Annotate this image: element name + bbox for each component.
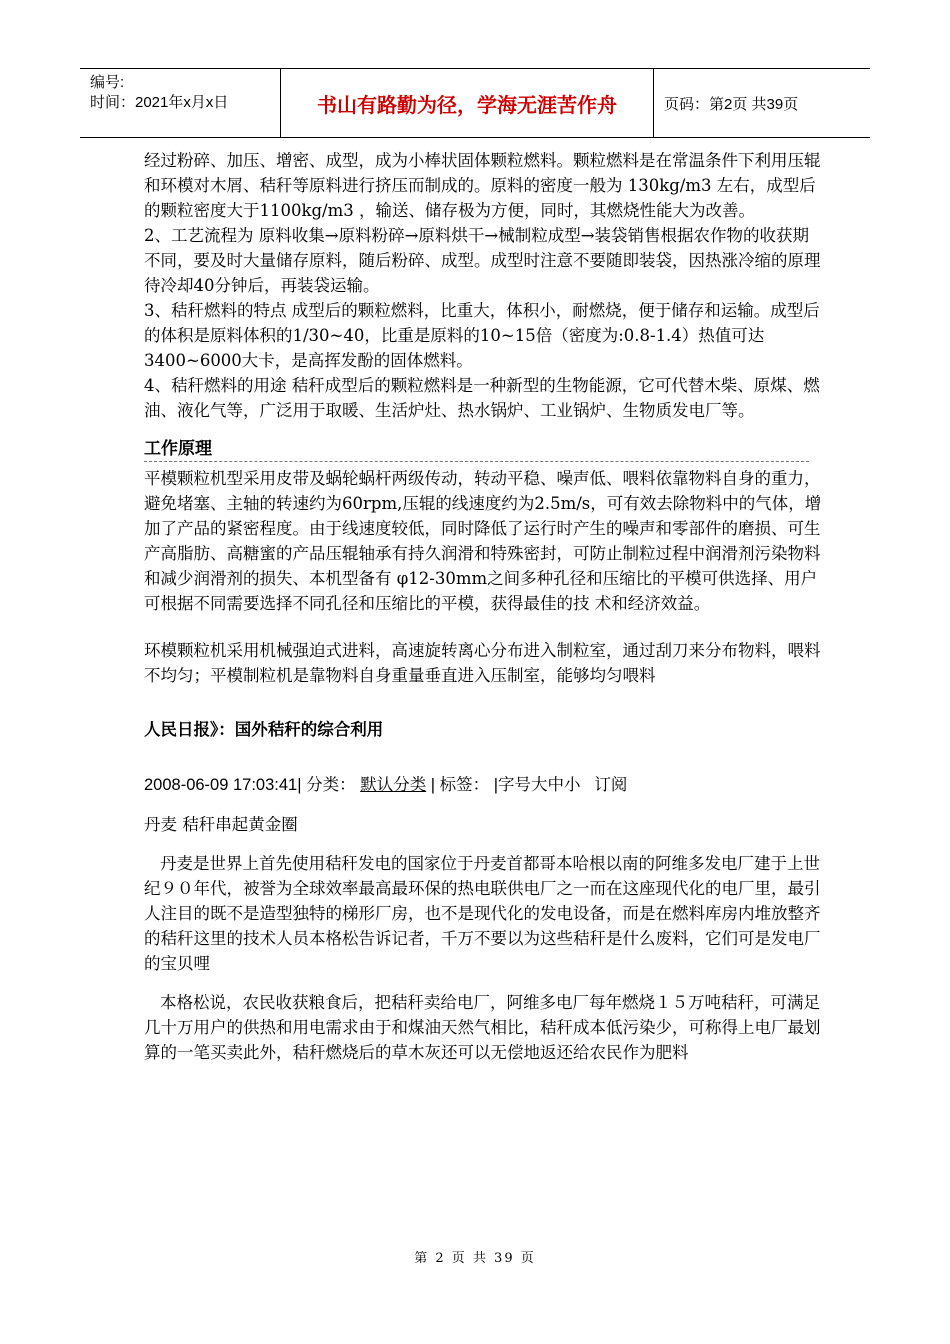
article-paragraph: 本格松说，农民收获粮食后，把秸秆卖给电厂，阿维多电厂每年燃烧１５万吨秸秆，可满足几十万用户的供热和用电需求由于和煤油天然气相比，秸秆成本低污染少，可称得上电厂最划算的一笔买卖此外，秸秆燃烧后的草木灰还可以无偿地返还给农民作为肥料 [144,993,821,1062]
page-footer: 第 2 页 共 39 页 [414,1251,536,1266]
article-subtitle: 丹麦 秸秆串起黄金圈 [144,815,298,834]
page-header [80,68,870,138]
category-label: 分类： [306,776,356,794]
subscribe-link[interactable]: 订阅 [594,776,628,794]
document-body [144,148,824,1065]
principle-title: 工作原理 [144,439,212,458]
title-divider [144,461,809,462]
document-number-label: 编号: [90,74,125,91]
intro-paragraph: 4、秸秆燃料的用途 秸秆成型后的颗粒燃料是一种新型的生物能源，它可代替木柴、原煤、燃油、液化气等，广泛用于取暖、生活炉灶、热水锅炉、工业锅炉、生物质发电厂等。 [144,376,820,420]
principle-paragraph: 平模颗粒机型采用皮带及蜗轮蜗杆两级传动，转动平稳、噪声低、喂料依靠物料自身的重力，避免堵塞、主轴的转速约为60rpm,压辊的线速度约为2.5m/s，可有效去除物料中的气体，增加了产品的紧密程度。由于线速度较低，同时降低了运行时产生的噪声和零部件的磨损、可生产高脂肪、高糖蜜的产品压辊轴承有持久润滑和特殊密封，可防止制粒过程中润滑剂污染物料和减少润滑剂的损失、本机型备有 φ12-30mm之间多种孔径和压缩比的平模可供选择、用户可根据不同需要选择不同孔径和压缩比的平模，获得最佳的技 术和经济效益。 [144,469,822,613]
intro-paragraph: 2、工艺流程为 原料收集→原料粉碎→原料烘干→械制粒成型→装袋销售根据农作物的收获期不同，要及时大量储存原料，随后粉碎、成型。成型时注意不要随即装袋，因热涨冷缩的原理待冷却40分钟后，再装袋运输。 [144,226,821,295]
category-link[interactable]: 默认分类 [360,776,427,794]
article-meta [144,773,824,798]
principle-paragraph: 环模颗粒机采用机械强迫式进料，高速旋转离心分布进入制粒室，通过刮刀来分布物料，喂料不均匀；平模制粒机是靠物料自身重量垂直进入压制室，能够均匀喂料 [144,641,821,685]
tags-label: | 标签： [430,776,490,794]
document-date: 时间：2021年x月x日 [90,94,229,111]
article-paragraph: 丹麦是世界上首先使用秸秆发电的国家位于丹麦首都哥本哈根以南的阿维多发电厂建于上世纪９０年代，被誉为全球效率最高最环保的热电联供电厂之一而在这座现代化的电厂里，最引人注目的既不是造型独特的梯形厂房，也不是现代化的发电设备，而是在燃料库房内堆放整齐的秸秆这里的技术人员本格松告诉记者，千万不要以为这些秸秆是什么废料，它们可是发电厂的宝贝哩 [144,854,821,973]
header-page-info: 页码：第2页 共39页 [664,95,799,113]
article-date: 2008-06-09 17:03:41| [144,776,302,794]
font-size-control[interactable]: |字号大中小 [493,776,581,794]
intro-paragraph: 3、秸秆燃料的特点 成型后的颗粒燃料，比重大，体积小，耐燃烧，便于储存和运输。成型后的体积是原料体积的1/30~40，比重是原料的10~15倍（密度为:0.8-1.4）热值可达3400~6000大卡，是高挥发酚的固体燃料。 [144,301,820,370]
header-motto: 书山有路勤为径，学海无涯苦作舟 [280,69,654,137]
header-meta [80,69,280,137]
intro-paragraph: 经过粉碎、加压、增密、成型，成为小棒状固体颗粒燃料。颗粒燃料是在常温条件下利用压辊和环模对木屑、秸秆等原料进行挤压而制成的。原料的密度一般为 130kg/m3 左右，成型后的颗粒密度大于1100kg/m3 ，输送、储存极为方便，同时，其燃烧性能大为改善。 [144,151,821,220]
article-title: 人民日报》：国外秸秆的综合利用 [144,721,384,739]
